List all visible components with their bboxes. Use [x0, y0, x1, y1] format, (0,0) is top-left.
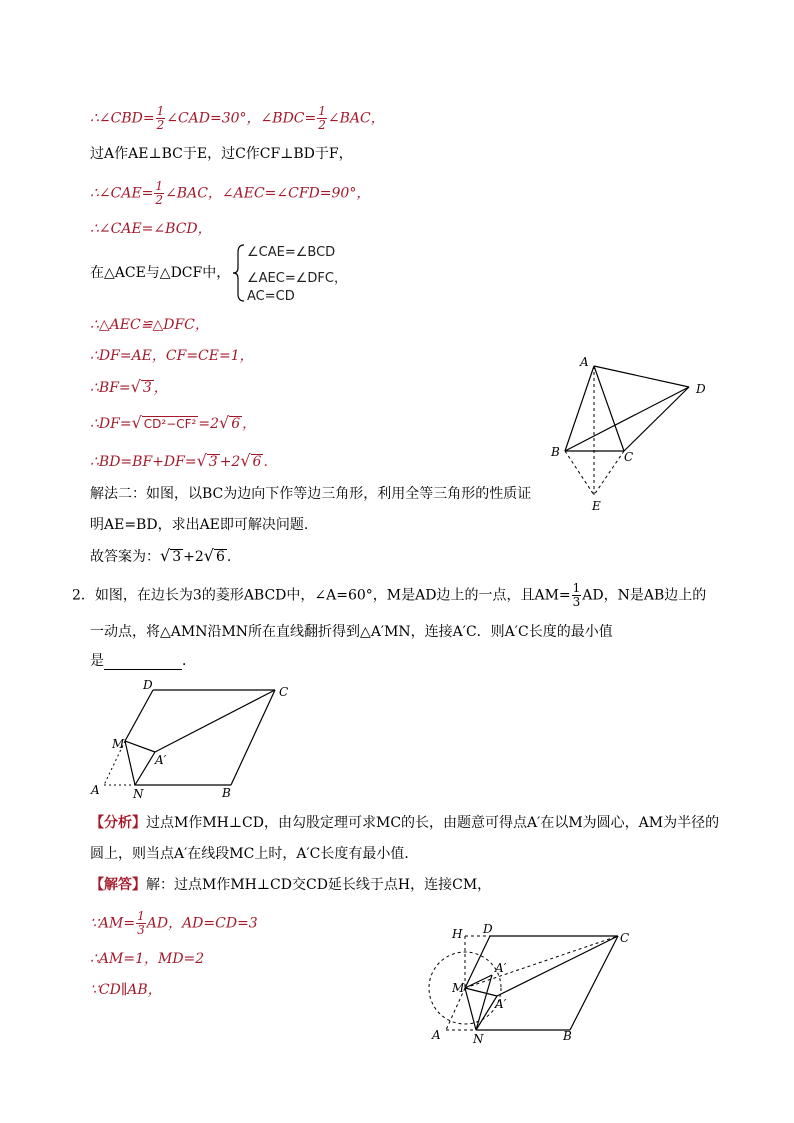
text: ，: [242, 416, 257, 432]
segment-A1N: [135, 752, 155, 785]
radical-icon: √: [196, 451, 207, 470]
line-7: [90, 347, 254, 365]
label-A-prime-2: A′: [495, 997, 507, 1011]
radicand: 6: [252, 454, 262, 470]
text: 明AE=BD，求出AE即可解决问题.: [90, 517, 309, 533]
analysis-tag: 【分析】: [90, 815, 146, 831]
segment-MN: [125, 741, 135, 785]
solution-tag: 【解答】: [90, 877, 146, 893]
radical-icon: √: [160, 546, 171, 565]
text: ∠BAC，∠AEC=∠CFD=90°，: [165, 185, 371, 202]
text: AD，N是AB边上的: [582, 587, 707, 604]
numerator: 1: [156, 104, 165, 118]
text: =2: [198, 416, 219, 432]
numerator: 1: [155, 179, 164, 193]
analysis-line-2: [90, 845, 418, 863]
denominator: 3: [137, 923, 145, 937]
segment-BC: [231, 690, 275, 785]
denominator: 3: [572, 595, 581, 609]
radicand: CD²−CF²: [143, 417, 197, 431]
text: ∠BAC，: [327, 110, 385, 127]
radical-icon: √: [219, 413, 230, 432]
fraction-third: [572, 582, 582, 609]
text: ∴DF=AE，CF=CE=1，: [90, 348, 254, 364]
text: 圆上，则当点A′在线段MC上时，A′C长度有最小值．: [90, 846, 419, 862]
segment-A2C: [497, 936, 618, 996]
figure-3: [420, 918, 650, 1048]
text: ∴BD=BF+DF=: [90, 454, 197, 470]
fraction-half: [156, 105, 166, 132]
text: 是: [90, 653, 104, 669]
text: .: [263, 454, 268, 470]
label-M: M: [112, 737, 125, 751]
label-N: N: [473, 1032, 484, 1046]
label-H: H: [452, 927, 463, 941]
text: ，: [153, 380, 168, 396]
segment-MA1: [125, 741, 155, 752]
label-B: B: [563, 1029, 572, 1043]
text: .: [226, 549, 232, 565]
text: 故答案为：: [90, 549, 160, 565]
text: ∴DF=: [90, 416, 132, 432]
text: AD，AD=CD=3: [146, 915, 258, 932]
segment-A2N: [476, 996, 497, 1030]
text: ∠CAD=30°，∠BDC=: [166, 110, 317, 127]
brace-icon: [232, 244, 246, 302]
text: +2: [219, 454, 241, 470]
radicand: 3: [208, 454, 218, 470]
text: 过点M作MH⊥CD，由勾股定理可求MC的长，由题意可得点A′在以M为圆心，AM为半径的: [146, 815, 720, 831]
radicand: 6: [231, 416, 241, 432]
radical-icon: √: [240, 451, 251, 470]
fraction-third: [136, 910, 146, 937]
analysis-line-1: [90, 814, 719, 832]
text: ∴AM=1，MD=2: [90, 951, 205, 967]
line-10: [90, 452, 268, 471]
numerator: 1: [137, 909, 145, 923]
line-5: [90, 264, 230, 282]
segment-AD: [594, 366, 689, 387]
radicand: 3: [142, 380, 152, 396]
dashed-BE: [565, 451, 594, 495]
label-D: D: [696, 382, 706, 396]
line-13: [90, 547, 231, 566]
segment-A1C: [155, 690, 275, 752]
solution-line-2: [90, 910, 258, 937]
segment-DM: [125, 690, 153, 741]
segment-CD: [624, 387, 689, 451]
text: ∵AM=: [90, 915, 136, 932]
solution-line-4: [90, 981, 162, 999]
numerator: 1: [572, 581, 581, 595]
line-12: [90, 516, 308, 534]
radicand: 3: [172, 549, 182, 565]
text: 解法二：如图，以BC为边向下作等边三角形，利用全等三角形的性质证: [90, 486, 532, 502]
text: 过A作AE⊥BC于E，过C作CF⊥BD于F，: [90, 146, 353, 162]
label-A: A: [432, 1028, 441, 1042]
label-A: A: [580, 355, 589, 369]
line-4: [90, 220, 212, 238]
text: ∴BF=: [90, 380, 131, 396]
text: 一动点，将△AMN沿MN所在直线翻折得到△A′MN，连接A′C．则A′C长度的最小值: [90, 624, 613, 640]
radical-icon: √: [131, 413, 142, 432]
segment-AC: [594, 366, 624, 451]
system-line-2: ∠AEC=∠DFC，: [247, 271, 347, 286]
segment-MA2: [465, 988, 497, 996]
figure-1: [540, 350, 720, 520]
fraction-half: [154, 180, 164, 207]
text: ∴∠CBD=: [90, 110, 155, 127]
label-D: D: [483, 922, 493, 936]
text: ∴△AEC≌△DFC，: [90, 317, 209, 333]
solution-line-3: [90, 950, 204, 968]
system-line-3: AC=CD: [247, 289, 295, 304]
text: 2．如图，在边长为3的菱形ABCD中，∠A=60°，M是AD边上的一点，且AM=: [72, 587, 571, 604]
text: ∵CD∥AB，: [90, 982, 162, 998]
radical-icon: √: [130, 377, 141, 396]
text: ∴∠CAE=∠BCD，: [90, 221, 212, 237]
segment-BC: [570, 936, 618, 1030]
denominator: 2: [318, 118, 326, 132]
label-A-prime-1: A′: [495, 961, 507, 975]
denominator: 2: [156, 118, 165, 132]
label-B: B: [551, 445, 560, 459]
solution-line-1: [90, 876, 491, 894]
line-2: [90, 145, 353, 163]
line-3: [90, 180, 370, 207]
fraction-half: [317, 105, 327, 132]
problem2-line-3: [90, 652, 196, 670]
label-D: D: [143, 678, 153, 692]
problem2-line-1: [72, 582, 706, 609]
label-A-prime: A′: [155, 753, 167, 767]
line-9: [90, 414, 256, 433]
line-6: [90, 316, 209, 334]
radicand: 6: [215, 549, 225, 565]
line-1: [90, 105, 385, 132]
text: 在△ACE与△DCF中，: [90, 265, 231, 281]
numerator: 1: [318, 104, 326, 118]
text: ∴∠CAE=: [90, 185, 154, 202]
text: ．: [182, 653, 196, 669]
label-C: C: [620, 931, 630, 945]
denominator: 2: [155, 193, 164, 207]
text: +2: [183, 549, 204, 565]
label-N: N: [133, 787, 144, 801]
label-E: E: [592, 499, 601, 513]
text: 解：过点M作MH⊥CD交CD延长线于点H，连接CM，: [146, 877, 492, 893]
segment-DM: [465, 936, 490, 988]
line-8: [90, 378, 168, 397]
radical-icon: √: [203, 546, 214, 565]
problem2-line-2: [90, 623, 613, 641]
label-M: M: [452, 981, 465, 995]
line-11: [90, 485, 531, 503]
label-A: A: [91, 783, 100, 797]
dashed-CE: [594, 451, 624, 495]
label-C: C: [624, 450, 634, 464]
segment-MA1: [465, 975, 492, 988]
figure-2: [85, 680, 300, 800]
label-C: C: [279, 685, 289, 699]
label-B: B: [222, 786, 231, 800]
answer-blank: [104, 655, 182, 670]
system-line-1: ∠CAE=∠BCD: [247, 245, 336, 260]
